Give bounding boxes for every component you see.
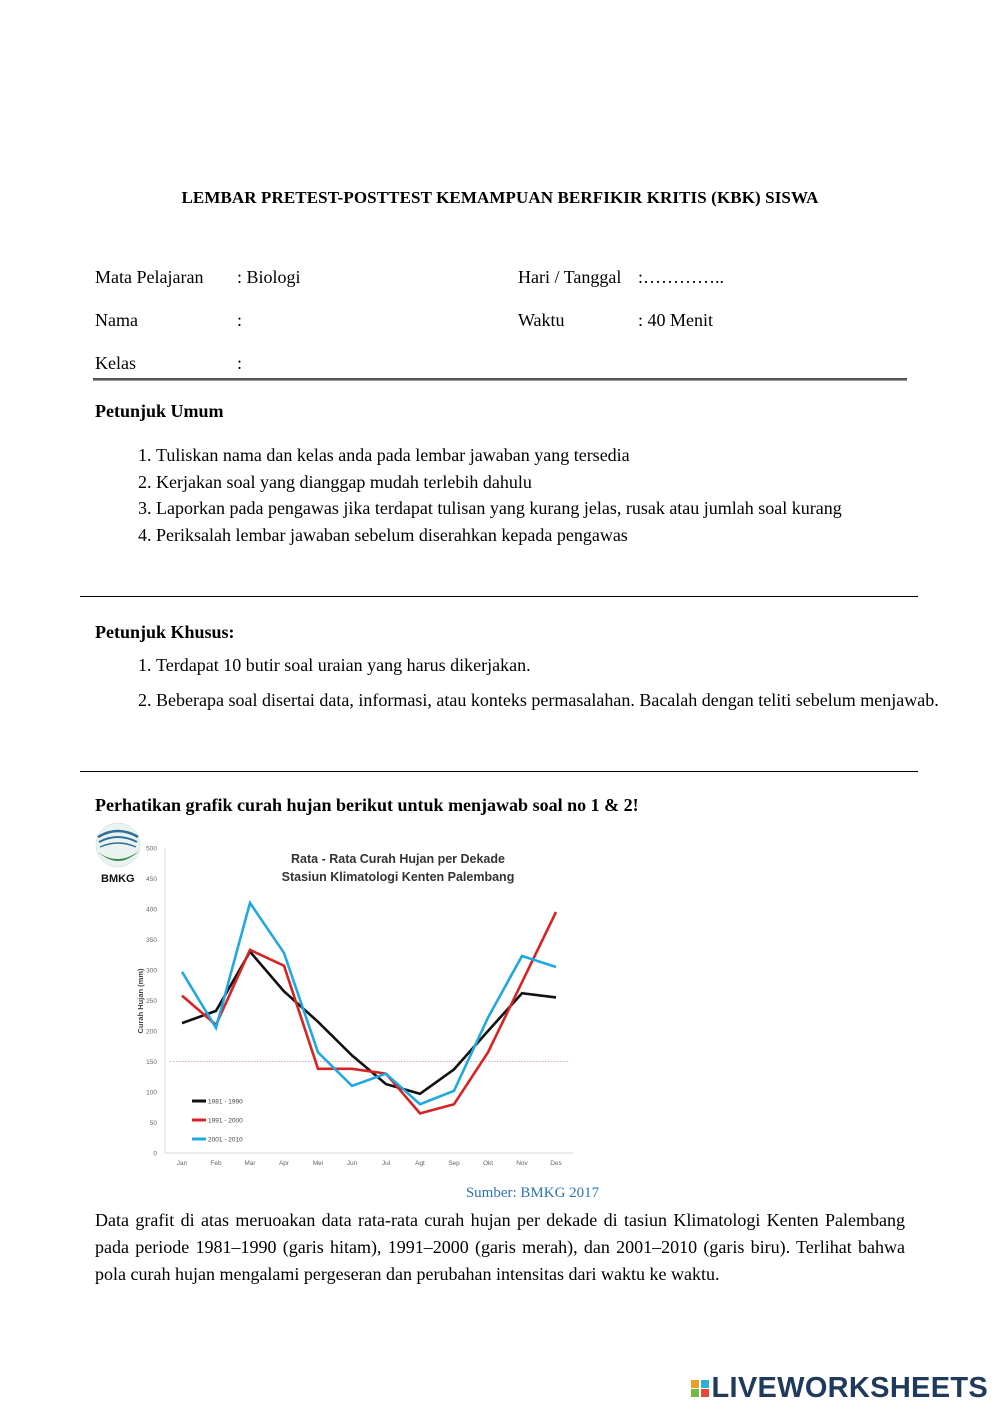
x-tick-label: Feb [210,1160,222,1167]
legend-label-1: 1981 - 1990 [208,1098,243,1106]
x-tick-label: Nov [516,1160,528,1167]
x-tick-label: Mar [244,1160,256,1167]
x-tick-label: Mei [312,1160,324,1167]
x-tick-label: Sep [448,1160,460,1167]
list-item: 4. Periksalah lembar jawaban sebelum diserahkan kepada pengawas [156,522,944,549]
x-tick-label: Okt [482,1160,494,1167]
y-tick-label: 250 [146,998,157,1005]
chart-subtitle: Stasiun Klimatologi Kenten Palembang [281,870,515,884]
class-value: : [237,353,243,373]
y-tick-label: 200 [146,1028,157,1036]
figure-source: Sumber: BMKG 2017 [465,1185,600,1201]
x-tick-label: Apr [278,1160,290,1167]
bmkg-logo [96,823,140,885]
special-list [116,648,944,718]
y-axis-label: Curah Hujan (mm) [136,968,145,1034]
subject-label: Mata Pelajaran [95,267,204,287]
x-tick-label: Jul [381,1160,391,1167]
bmkg-logo-text: BMKG [101,873,135,885]
legend-label-2: 1991 - 2000 [208,1117,243,1125]
list-item: 1. Terdapat 10 butir soal uraian yang harus dikerjakan. [156,648,944,683]
list-item: 1. Tuliskan nama dan kelas anda pada lembar jawaban yang tersedia [156,442,944,469]
figure-description: Data grafit di atas meruoakan data rata-rata curah hujan per dekade di tasiun Klimatologi Kenten Palembang pada periode 1981–1990 (garis hitam), 1991–2000 (garis merah), dan 2001–2010 (garis biru). Terlihat bahwa pola curah hujan mengalami pergeseran dan perubahan intensitas dari waktu ke waktu. [95,1210,905,1284]
list-item: 2. Kerjakan soal yang dianggap mudah terlebih dahulu [156,469,944,496]
y-tick-label: 400 [146,906,157,914]
header-divider [93,378,907,381]
section-divider [80,596,918,597]
time-value: : 40 Menit [638,310,713,330]
date-label: Hari / Tanggal [518,267,622,287]
time-label: Waktu [518,310,565,330]
section-divider [80,771,918,772]
x-tick-label: Agt [415,1160,425,1167]
series-line-3 [182,903,556,1104]
chart-title: Rata - Rata Curah Hujan per Dekade [291,852,505,866]
y-tick-label: 350 [146,937,157,944]
y-tick-label: 0 [153,1150,157,1158]
page-title: LEMBAR PRETEST-POSTTEST KEMAMPUAN BERFIKIR KRITIS (KBK) SISWA [181,188,819,207]
date-value: :………….. [638,267,725,287]
liveworksheets-brand-text: LIVEWORKSHEETS [711,1372,988,1404]
y-tick-label: 450 [146,876,157,883]
liveworksheets-logo [691,1372,988,1405]
liveworksheets-grid-icon [691,1380,709,1398]
y-tick-label: 500 [146,845,157,853]
x-tick-label: Jun [346,1160,358,1167]
list-item: 2. Beberapa soal disertai data, informasi, atau konteks permasalahan. Bacalah dengan teliti sebelum menjawab. [156,683,944,718]
name-label: Nama [95,310,138,330]
x-tick-label: Jan [176,1160,188,1167]
figure-intro: Perhatikan grafik curah hujan berikut untuk menjawab soal no 1 & 2! [95,795,639,815]
class-label: Kelas [95,353,136,373]
general-heading: Petunjuk Umum [95,401,224,421]
general-list [116,442,944,548]
y-tick-label: 300 [146,967,157,975]
y-tick-label: 150 [146,1059,157,1066]
y-tick-label: 100 [146,1089,157,1097]
rainfall-chart [90,815,590,1175]
list-item: 3. Laporkan pada pengawas jika terdapat tulisan yang kurang jelas, rusak atau jumlah soal kurang [156,495,944,522]
legend-label-3: 2001 - 2010 [208,1136,243,1144]
y-tick-label: 50 [149,1120,157,1127]
name-value: : [237,310,243,330]
special-heading: Petunjuk Khusus: [95,622,235,642]
subject-value: : Biologi [237,267,301,287]
x-tick-label: Des [550,1160,562,1167]
